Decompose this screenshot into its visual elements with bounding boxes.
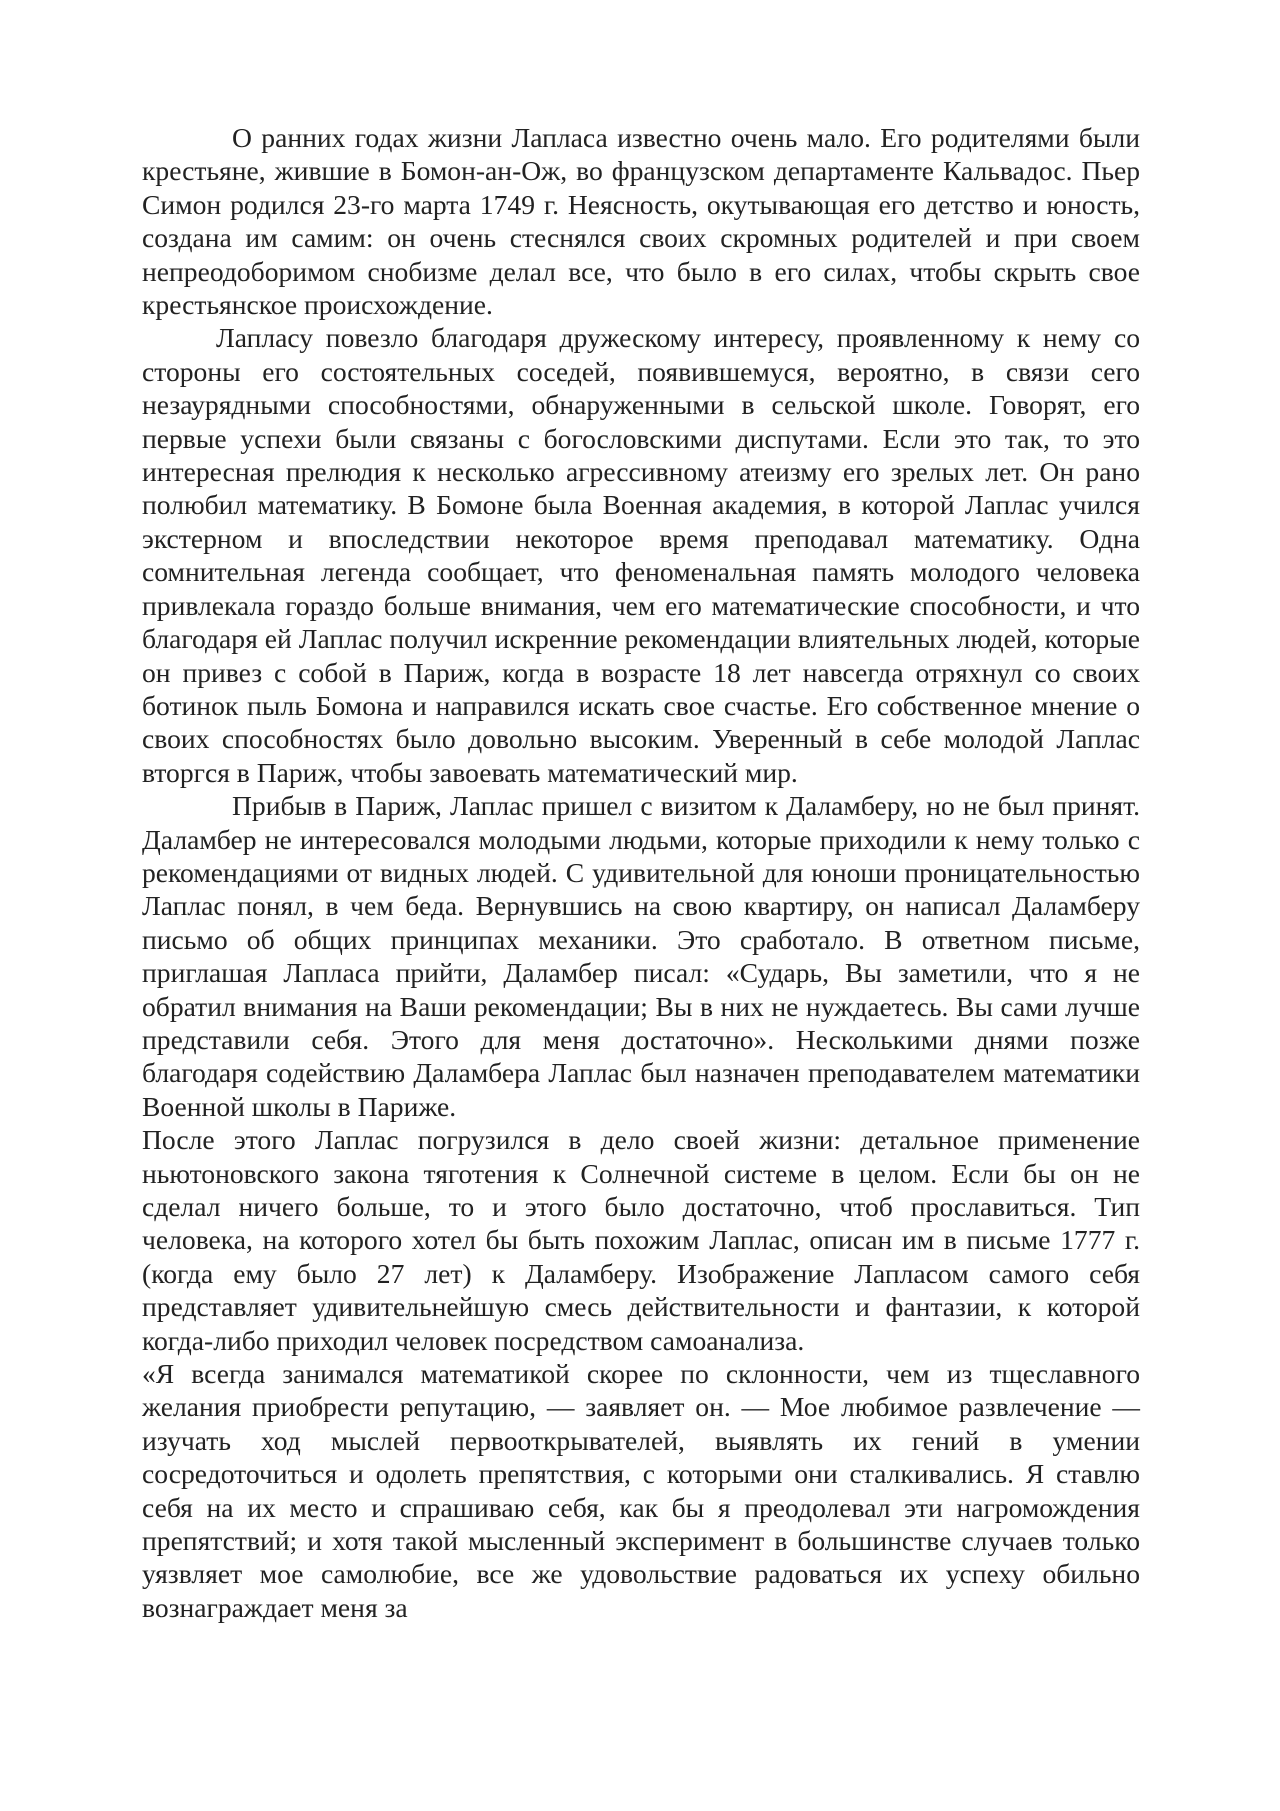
paragraph-paris-dalembert: Прибыв в Париж, Лаплас пришел с визитом к Даламберу, но не был принят. Даламбер не интересовался молодыми людьми, которые приходили к нему только с рекомендациями от видных людей. С удивительной для юноши проницательностью Лаплас понял, в чем беда. Вернувшись на свою квартиру, он написал Даламберу письмо об общих принципах механики. Это сработало. В ответном письме, приглашая Лапласа прийти, Даламбер писал: «Сударь, Вы заметили, что я не обратил внимания на Ваши рекомендации; Вы в них не нуждаетесь. Вы сами лучше представили себя. Этого для меня достаточно». Несколькими днями позже благодаря содействию Даламбера Лаплас был назначен преподавателем математики Военной школы в Париже. [142,790,1140,1122]
paragraph-early-years: О ранних годах жизни Лапласа известно очень мало. Его родителями были крестьяне, жившие в Бомон-ан-Ож, во французском департаменте Кальвадос. Пьер Симон родился 23-го марта 1749 г. Неясность, окутывающая его детство и юность, создана им самим: он очень стеснялся своих скромных родителей и при своем непреодоборимом снобизме делал все, что было в его силах, чтобы скрыть свое крестьянское происхождение. [142,122,1140,321]
paragraph-laplace-quote: «Я всегда занимался математикой скорее по склонности, чем из тщеславного желания приобрести репутацию, — заявляет он. — Мое любимое развлечение — изучать ход мыслей первооткрывателей, выявлять их гений в умении сосредоточиться и одолеть препятствия, с которыми они сталкивались. Я ставлю себя на их место и спрашиваю себя, как бы я преодолевал эти нагромождения препятствий; и хотя такой мысленный эксперимент в большинстве случаев только уязвляет мое самолюбие, все же удовольствие радоваться их успеху обильно вознаграждает меня за [142,1358,1140,1623]
paragraph-youth-education: Лапласу повезло благодаря дружескому интересу, проявленному к нему со стороны его состоятельных соседей, появившемуся, вероятно, в связи сего незаурядными способностями, обнаруженными в сельской школе. Говорят, его первые успехи были связаны с богословскими диспутами. Если это так, то это интересная прелюдия к несколько агрессивному атеизму его зрелых лет. Он рано полюбил математику. В Бомоне была Военная академия, в которой Лаплас учился экстерном и впоследствии некоторое время преподавал математику. Одна сомнительная легенда сообщает, что феноменальная память молодого человека привлекала гораздо больше внимания, чем его математические способности, и что благодаря ей Лаплас получил искренние рекомендации влиятельных людей, которые он привез с собой в Париж, когда в возрасте 18 лет навсегда отряхнул со своих ботинок пыль Бомона и направился искать свое счастье. Его собственное мнение о своих способностях было довольно высоким. Уверенный в себе молодой Лаплас вторгся в Париж, чтобы завоевать математический мир. [142,322,1140,788]
paragraph-life-work: После этого Лаплас погрузился в дело своей жизни: детальное применение ньютоновского закона тяготения к Солнечной системе в целом. Если бы он не сделал ничего больше, то и этого было достаточно, чтоб прославиться. Тип человека, на которого хотел бы быть похожим Лаплас, описан им в письме 1777 г. (когда ему было 27 лет) к Даламберу. Изображение Лапласом самого себя представляет удивительнейшую смесь действительности и фантазии, к которой когда-либо приходил человек посредством самоанализа. [142,1124,1140,1356]
document-body [142,121,1140,1624]
